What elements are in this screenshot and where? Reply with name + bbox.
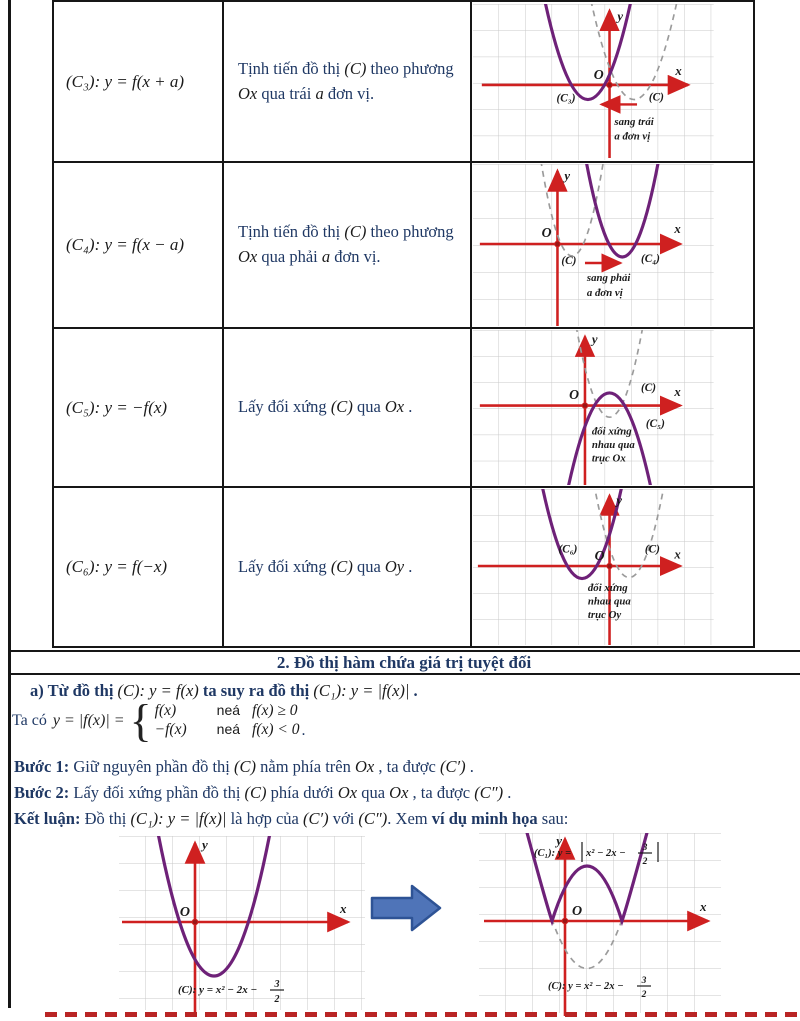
note-line3: trục Oy: [587, 609, 622, 622]
desc-text: đơn vị.: [330, 247, 381, 266]
step-2-label: Bước 2:: [14, 783, 70, 802]
desc-text: qua phải: [257, 247, 322, 266]
conclusion-text: với: [328, 809, 359, 828]
line-a-text: ta suy ra đồ thị: [198, 681, 314, 700]
line-a: [30, 681, 418, 701]
note-line1: sang trái: [614, 115, 654, 128]
transformations-table: [52, 0, 755, 648]
graph-reflect-oy: [472, 489, 750, 645]
desc-text: qua: [352, 397, 385, 417]
origin-dot: [582, 403, 588, 408]
graph-shift-left: [472, 4, 750, 160]
note-line1: đối xứng: [591, 425, 632, 438]
y-axis-label: y: [556, 833, 562, 848]
table-row: [53, 328, 754, 487]
curve-label-c: (C): [644, 543, 660, 556]
math-inline: (C″): [358, 809, 388, 828]
x-axis-label: x: [674, 547, 681, 562]
page-break-dashed-line: [45, 1012, 797, 1017]
step-text: .: [465, 757, 474, 776]
fraction-denominator: 2: [641, 990, 647, 1000]
math-inline: (C): [330, 397, 353, 417]
math-inline: (C₁): y = |f(x)|: [313, 681, 410, 700]
transform-arrow: [368, 878, 446, 936]
math-inline: Ox: [354, 757, 375, 776]
step-1: [14, 757, 474, 777]
math-inline: a: [315, 83, 324, 103]
x-axis-label: x: [700, 899, 707, 914]
case2-math: −f(x): [154, 721, 187, 739]
desc-text: đơn vị.: [323, 83, 375, 103]
note-line2: a đơn vị: [614, 130, 651, 143]
case2-keyword: neá: [216, 721, 241, 738]
origin-dot: [562, 918, 568, 924]
desc-cell-c5: [223, 328, 471, 487]
math-inline: (C₁): y = |f(x)|: [130, 809, 227, 828]
case-row-1: [155, 702, 300, 720]
math-inline: (C′): [440, 757, 466, 776]
step-text: nằm phía trên: [256, 757, 355, 776]
curve-label-c3: (C₃): [556, 92, 576, 104]
curve-equation-label: (C): y = x² − 2x −: [178, 984, 258, 996]
desc-text: Tịnh tiến đồ thị: [238, 58, 345, 78]
curve-label-c5: (C₅): [645, 417, 665, 430]
graph-cell-c5: [471, 328, 754, 487]
conclusion-text: sau:: [537, 809, 569, 828]
origin-label: O: [541, 225, 552, 242]
x-axis-label: x: [674, 221, 681, 237]
formula-c5: (C₅): y = −f(x): [66, 397, 168, 417]
desc-text: Lấy đối xứng: [238, 397, 331, 417]
curve-label-c4: (C₄): [640, 252, 660, 266]
x-axis-label: x: [675, 63, 682, 78]
graph-shift-right: [472, 164, 750, 326]
note-line2: a đơn vị: [586, 286, 623, 300]
note-line2: nhau qua: [591, 439, 635, 452]
graph-cell-c3: [471, 1, 754, 162]
desc-cell-c3: [223, 1, 471, 162]
conclusion-label: Kết luận:: [14, 809, 81, 828]
graph-cell-c6: [471, 487, 754, 647]
math-inline: (C″): [474, 783, 504, 802]
cases-block: [155, 702, 300, 739]
ta-co-label: Ta có: [12, 711, 47, 729]
math-inline: Ox: [337, 783, 358, 802]
step-text: qua: [357, 783, 390, 802]
curve-label-c: (C): [648, 91, 664, 104]
origin-label: O: [179, 905, 190, 920]
origin-label: O: [594, 548, 605, 564]
math-inline: Ox: [238, 83, 258, 103]
graph-reflect-ox: [472, 330, 750, 485]
formula-cell-c5: [53, 328, 223, 487]
note-line2: nhau qua: [587, 595, 631, 608]
table-row: [53, 1, 754, 162]
period: .: [301, 721, 306, 739]
case-row-2: [155, 721, 300, 739]
fraction-numerator: 3: [274, 979, 280, 990]
graph-cell-c4: [471, 162, 754, 328]
example-emphasis: ví dụ minh họa: [431, 809, 538, 828]
formula-c3: (C₃): y = f(x + a): [66, 71, 185, 91]
conclusion-text: Đồ thị: [80, 809, 131, 828]
origin-dot: [192, 919, 198, 925]
table-row: [53, 487, 754, 647]
brace-glyph: {: [129, 695, 152, 746]
formula-c6: (C₆): y = f(−x): [66, 557, 168, 576]
note-line1: sang phải: [586, 271, 631, 285]
abs-equation-prefix: (C₁): y =: [534, 848, 572, 859]
math-inline: Ox: [384, 397, 405, 417]
fraction-numerator: 3: [642, 843, 648, 853]
math-inline: (C): [344, 58, 367, 78]
table-row: [53, 162, 754, 328]
conclusion-text: là hợp của: [226, 809, 303, 828]
desc-text: qua: [352, 556, 385, 576]
math-inline: (C): [234, 757, 257, 776]
origin-dot: [555, 241, 561, 247]
step-text: Lấy đối xứng phần đồ thị: [69, 783, 245, 802]
conclusion: [14, 809, 568, 829]
math-inline: (C): y = f(x): [117, 681, 199, 700]
curve-label-c6: (C₆): [558, 543, 578, 556]
formula-cell-c4: [53, 162, 223, 328]
origin-label: O: [569, 386, 580, 402]
desc-cell-c6: [223, 487, 471, 647]
math-inline: Oy: [384, 556, 405, 576]
step-1-label: Bước 1:: [14, 757, 70, 776]
desc-text: Lấy đối xứng: [238, 556, 331, 576]
origin-dot: [607, 563, 613, 568]
math-inline: (C): [344, 222, 367, 242]
step-2: [14, 783, 511, 803]
step-text: Giữ nguyên phần đồ thị: [69, 757, 235, 776]
x-axis-label: x: [674, 384, 681, 399]
note-line3: trục Ox: [591, 452, 626, 465]
section-title: 2. Đồ thị hàm chứa giá trị tuyệt đối: [276, 652, 532, 672]
step-text: , ta được: [374, 757, 441, 776]
section-2-header: [8, 650, 800, 675]
math-inline: (C′): [303, 809, 329, 828]
origin-dot: [607, 82, 613, 87]
math-inline: Ox: [389, 783, 409, 802]
line-a-text: .: [409, 681, 418, 700]
desc-text: theo phương: [366, 58, 454, 78]
case1-keyword: neá: [216, 702, 241, 719]
math-inline: a: [321, 247, 331, 266]
math-inline: (C): [244, 783, 267, 802]
line-a-text: a) Từ đồ thị: [30, 681, 118, 700]
y-axis-label: y: [617, 9, 624, 24]
desc-text: qua trái: [257, 83, 316, 103]
desc-cell-c4: [223, 162, 471, 328]
formula-cell-c6: [53, 487, 223, 647]
desc-text: .: [404, 397, 413, 417]
step-text: , ta được: [408, 783, 475, 802]
note-line1: đối xứng: [587, 582, 628, 595]
step-text: phía dưới: [266, 783, 338, 802]
formula-c4: (C₄): y = f(x − a): [66, 235, 185, 254]
case2-condition: f(x) < 0: [252, 721, 300, 739]
page-left-border: [8, 0, 11, 1008]
math-inline: Ox: [238, 247, 258, 266]
fraction-numerator: 3: [641, 976, 647, 986]
example-graph-before: [118, 836, 368, 1013]
abs-equation-body: x² − 2x −: [586, 848, 626, 859]
step-text: .: [503, 783, 512, 802]
y-axis-label: y: [616, 493, 623, 508]
x-axis-label: x: [340, 901, 347, 916]
math-lead: y = |f(x)| =: [52, 711, 125, 729]
right-arrow-icon: [372, 886, 440, 930]
example-graph-after: [478, 833, 723, 1016]
math-inline: (C): [330, 556, 353, 576]
desc-text: .: [404, 556, 413, 576]
fraction-denominator: 2: [274, 994, 280, 1005]
curve-equation-label: (C): y = x² − 2x −: [548, 981, 624, 992]
formula-cell-c3: [53, 1, 223, 162]
origin-label: O: [572, 904, 583, 919]
curve-label-c: (C): [561, 254, 577, 268]
y-axis-label: y: [564, 168, 571, 184]
desc-text: Tịnh tiến đồ thị: [238, 222, 345, 242]
y-axis-label: y: [202, 837, 208, 852]
conclusion-text: . Xem: [387, 809, 432, 828]
desc-text: theo phương: [366, 222, 454, 242]
y-axis-label: y: [591, 332, 598, 347]
case1-math: f(x): [154, 702, 177, 720]
fraction-denominator: 2: [642, 857, 648, 867]
ta-co-formula: [12, 695, 306, 746]
curve-label-c: (C): [640, 382, 657, 395]
case1-condition: f(x) ≥ 0: [252, 702, 298, 720]
origin-label: O: [593, 66, 604, 82]
